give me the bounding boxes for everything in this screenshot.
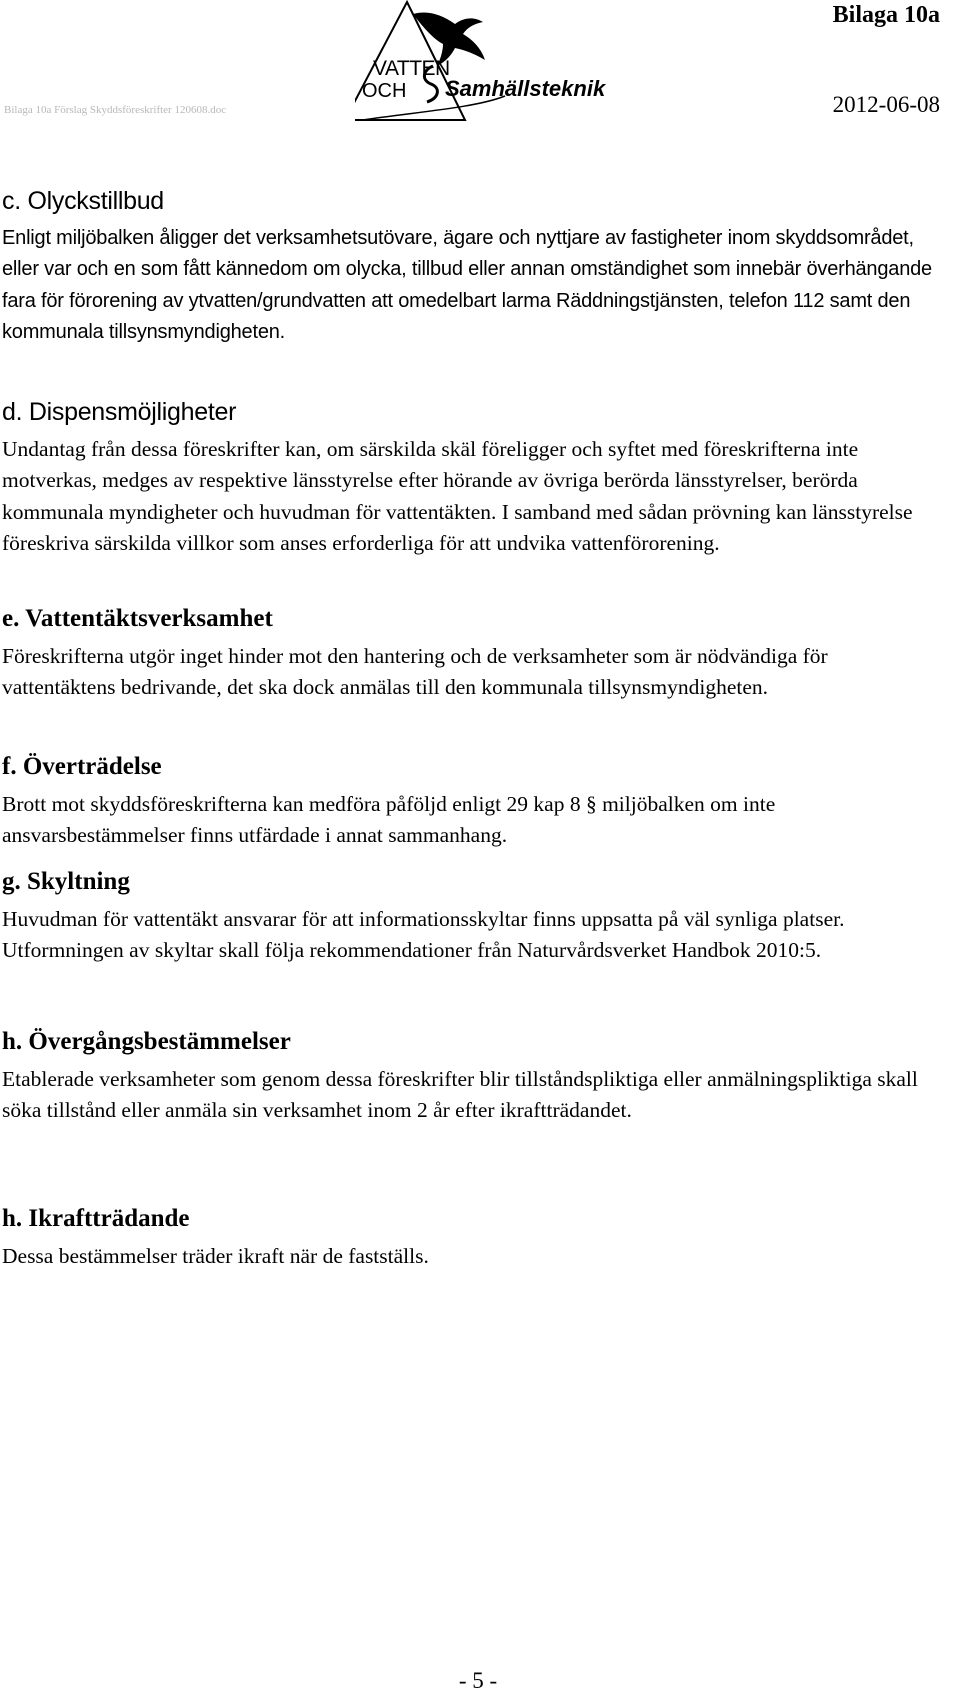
page-footer — [0, 1668, 960, 1694]
section-dispensmojligheter — [2, 396, 942, 559]
section-heading: g. Skyltning — [2, 868, 130, 895]
logo-word-och: OCH — [362, 80, 407, 102]
section-text: Huvudman för vattentäkt ansvarar för att informationsskyltar finns uppsatta på väl synliga platser. Utformningen av skyltar skall följa rekommendationer från Naturvårdsverket Handbok 2010:5. — [2, 907, 845, 963]
vatten-samhallsteknik-logo — [355, 0, 606, 140]
section-heading: c. Olyckstillbud — [2, 187, 164, 215]
file-name-label: Bilaga 10a Förslag Skyddsföreskrifter 120608.doc — [4, 104, 227, 116]
section-text: Brott mot skyddsföreskrifterna kan medföra påföljd enligt 29 kap 8 § miljöbalken om inte ansvarsbestämmelser finns utfärdade i annat sammanhang. — [2, 792, 776, 848]
document-date: 2012-06-08 — [832, 92, 940, 117]
section-text: Undantag från dessa föreskrifter kan, om särskilda skäl föreligger och syftet med föreskrifterna inte motverkas, medges av respektive länsstyrelse efter hörande av övriga berörda länsstyrelser, berörda kommunala myndigheter och huvudman för vattentäkten. I samband med sådan prövning kan länsstyrelse föreskriva särskilda villkor som anses erforderliga för att undvika vattenförorening. — [2, 437, 913, 555]
page-number: - 5 - — [458, 1668, 498, 1693]
section-heading: e. Vattentäktsverksamhet — [2, 605, 273, 632]
section-heading: h. Ikraftträdande — [2, 1205, 190, 1232]
section-skyltning — [2, 866, 942, 967]
section-text: Etablerade verksamheter som genom dessa föreskrifter blir tillståndspliktiga eller anmälningspliktiga skall söka tillstånd eller anmäla sin verksamhet inom 2 år efter ikraftträdandet. — [2, 1067, 918, 1123]
section-overtradelse — [2, 751, 942, 852]
section-heading: f. Överträdelse — [2, 753, 162, 780]
section-text: Föreskrifterna utgör inget hinder mot den hantering och de verksamheter som är nödvändiga för vattentäktens bedrivande, det ska dock anmälas till den kommunala tillsynsmyndigheten. — [2, 644, 828, 700]
section-overgangsbestammelser — [2, 1026, 942, 1127]
section-text: Enligt miljöbalken åligger det verksamhetsutövare, ägare och nyttjare av fastigheter inom skyddsområdet, eller var och en som fått kännedom om olycka, tillbud eller annan omständighet som innebär överhängande fara för förorening av ytvatten/grundvatten att omedelbart larma Räddningstjänsten, telefon 112 samt den kommunala tillsynsmyndigheten. — [2, 227, 932, 343]
section-olyckstillbud — [2, 185, 942, 348]
logo-word-samhallsteknik: Samhällsteknik — [445, 76, 606, 101]
bilaga-label: Bilaga 10a — [832, 2, 940, 28]
section-heading: h. Övergångsbestämmelser — [2, 1028, 291, 1055]
section-heading: d. Dispensmöjligheter — [2, 398, 237, 426]
section-vattentaktsverksamhet — [2, 603, 942, 704]
logo-word-vatten: VATTEN — [373, 57, 450, 80]
section-ikrafttradande — [2, 1203, 942, 1272]
section-text: Dessa bestämmelser träder ikraft när de fastställs. — [2, 1244, 429, 1268]
